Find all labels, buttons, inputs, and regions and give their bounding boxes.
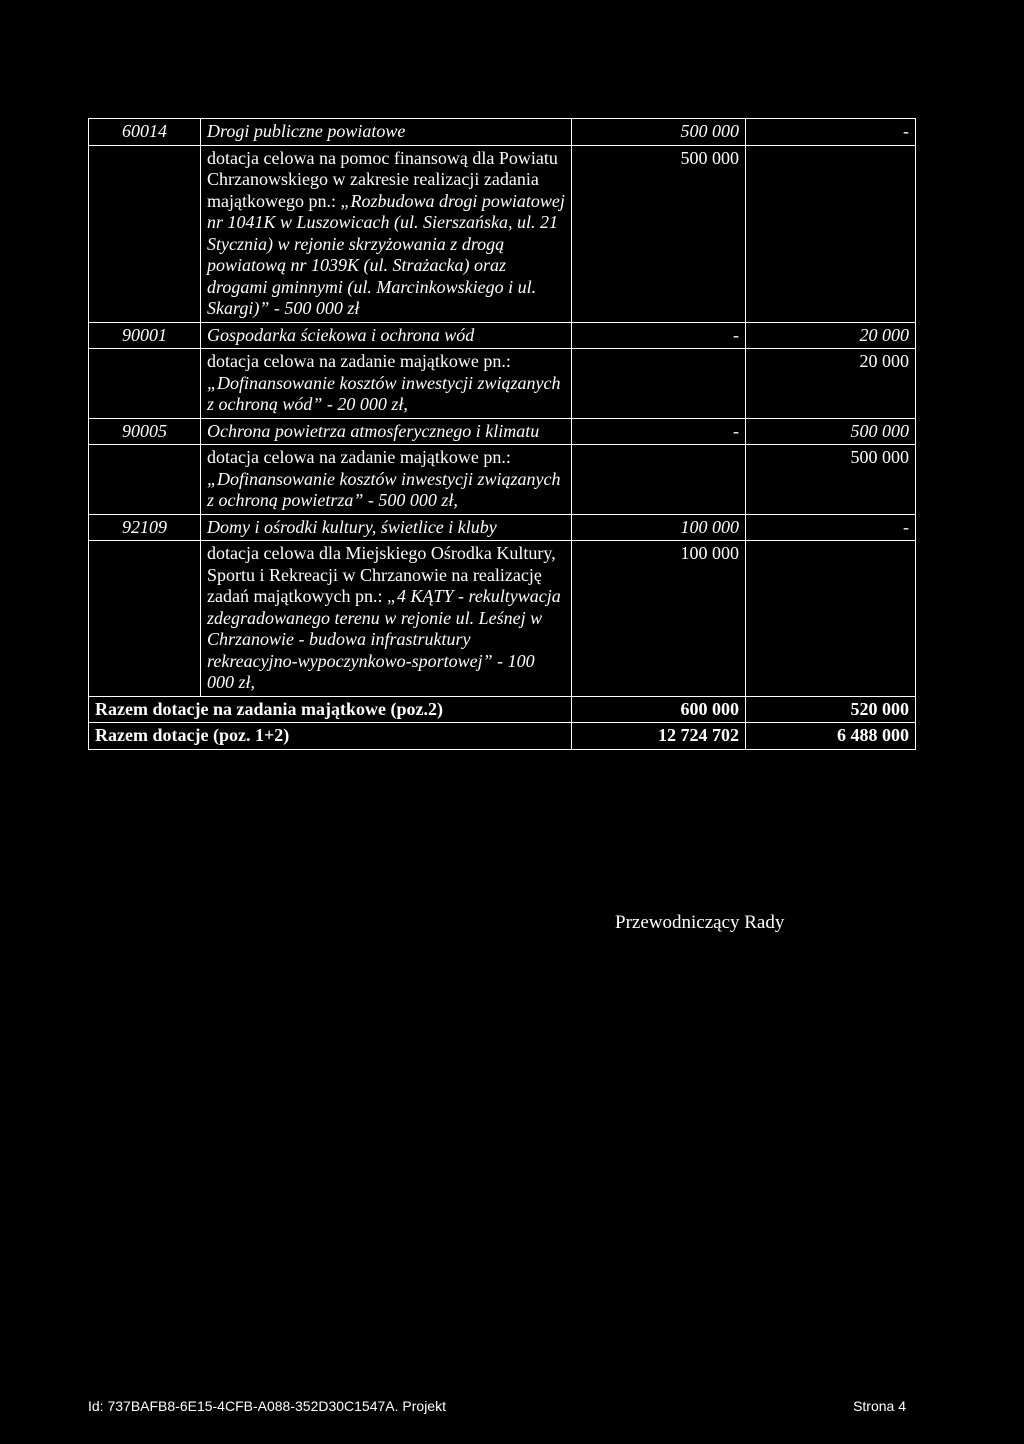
- detail-text: dotacja celowa dla Miejskiego Ośrodka Kultury, Sportu i Rekreacji w Chrzanowie na realizację zadań majątkowych pn.:: [207, 543, 556, 606]
- total-row: [89, 696, 916, 723]
- document-id: Id: 737BAFB8-6E15-4CFB-A088-352D30C1547A. Projekt: [88, 1398, 446, 1414]
- detail-task-name: „4 KĄTY - rekultywacja zdegradowanego terenu w rejonie ul. Leśnej w Chrzanowie - budowa infrastruktury rekreacyjno-wypoczynkowo-sportowej” - 100 000 zł,: [207, 586, 561, 692]
- detail-amount-1: 100 000: [572, 541, 746, 697]
- detail-amount-2: 500 000: [746, 445, 916, 515]
- total-amount-1: 12 724 702: [572, 723, 746, 750]
- detail-task-name: „Dofinansowanie kosztów inwestycji związanych z ochroną powietrza” - 500 000 zł,: [207, 468, 561, 510]
- signature-label: Przewodniczący Rady: [615, 912, 785, 933]
- section-title: Ochrona powietrza atmosferycznego i klimatu: [201, 418, 572, 445]
- detail-description: [201, 349, 572, 419]
- section-code: 92109: [89, 514, 201, 541]
- budget-table: [88, 118, 916, 750]
- detail-row: [89, 541, 916, 697]
- section-row: [89, 119, 916, 146]
- detail-task-name: „Dofinansowanie kosztów inwestycji związanych z ochroną wód” - 20 000 zł,: [207, 372, 561, 414]
- section-amount-2: -: [746, 514, 916, 541]
- section-code: 90005: [89, 418, 201, 445]
- total-row: [89, 723, 916, 750]
- section-row: [89, 322, 916, 349]
- section-title: Drogi publiczne powiatowe: [201, 119, 572, 146]
- total-label: Razem dotacje na zadania majątkowe (poz.2): [89, 696, 572, 723]
- section-title: Domy i ośrodki kultury, świetlice i kluby: [201, 514, 572, 541]
- detail-row: [89, 145, 916, 322]
- detail-description: [201, 145, 572, 322]
- section-amount-1: -: [572, 418, 746, 445]
- empty-cell: [89, 349, 201, 419]
- section-amount-1: -: [572, 322, 746, 349]
- section-code: 60014: [89, 119, 201, 146]
- section-row: [89, 514, 916, 541]
- detail-task-name: „Rozbudowa drogi powiatowej nr 1041K w Luszowicach (ul. Sierszańska, ul. 21 Stycznia) w rejonie skrzyżowania z drogą powiatową nr 1039K (ul. Strażacka) oraz drogami gminnymi (ul. Marcinkowskiego i ul. Skargi)” - 500 000 zł: [207, 190, 565, 318]
- detail-description: [201, 445, 572, 515]
- detail-description: [201, 541, 572, 697]
- section-amount-1: 100 000: [572, 514, 746, 541]
- empty-cell: [89, 541, 201, 697]
- total-amount-2: 520 000: [746, 696, 916, 723]
- total-amount-2: 6 488 000: [746, 723, 916, 750]
- detail-amount-2: 20 000: [746, 349, 916, 419]
- detail-text: dotacja celowa na zadanie majątkowe pn.:: [207, 351, 511, 371]
- detail-text: dotacja celowa na zadanie majątkowe pn.:: [207, 447, 511, 467]
- section-amount-2: 20 000: [746, 322, 916, 349]
- page-number: Strona 4: [853, 1398, 906, 1414]
- section-amount-1: 500 000: [572, 119, 746, 146]
- detail-amount-2: [746, 145, 916, 322]
- total-amount-1: 600 000: [572, 696, 746, 723]
- detail-row: [89, 445, 916, 515]
- section-code: 90001: [89, 322, 201, 349]
- detail-amount-2: [746, 541, 916, 697]
- detail-amount-1: [572, 445, 746, 515]
- detail-row: [89, 349, 916, 419]
- section-row: [89, 418, 916, 445]
- empty-cell: [89, 145, 201, 322]
- detail-text: dotacja celowa na pomoc finansową dla Powiatu Chrzanowskiego w zakresie realizacji zadania majątkowego pn.:: [207, 147, 558, 211]
- section-amount-2: 500 000: [746, 418, 916, 445]
- total-label: Razem dotacje (poz. 1+2): [89, 723, 572, 750]
- empty-cell: [89, 445, 201, 515]
- section-title: Gospodarka ściekowa i ochrona wód: [201, 322, 572, 349]
- detail-amount-1: [572, 349, 746, 419]
- detail-amount-1: 500 000: [572, 145, 746, 322]
- section-amount-2: -: [746, 119, 916, 146]
